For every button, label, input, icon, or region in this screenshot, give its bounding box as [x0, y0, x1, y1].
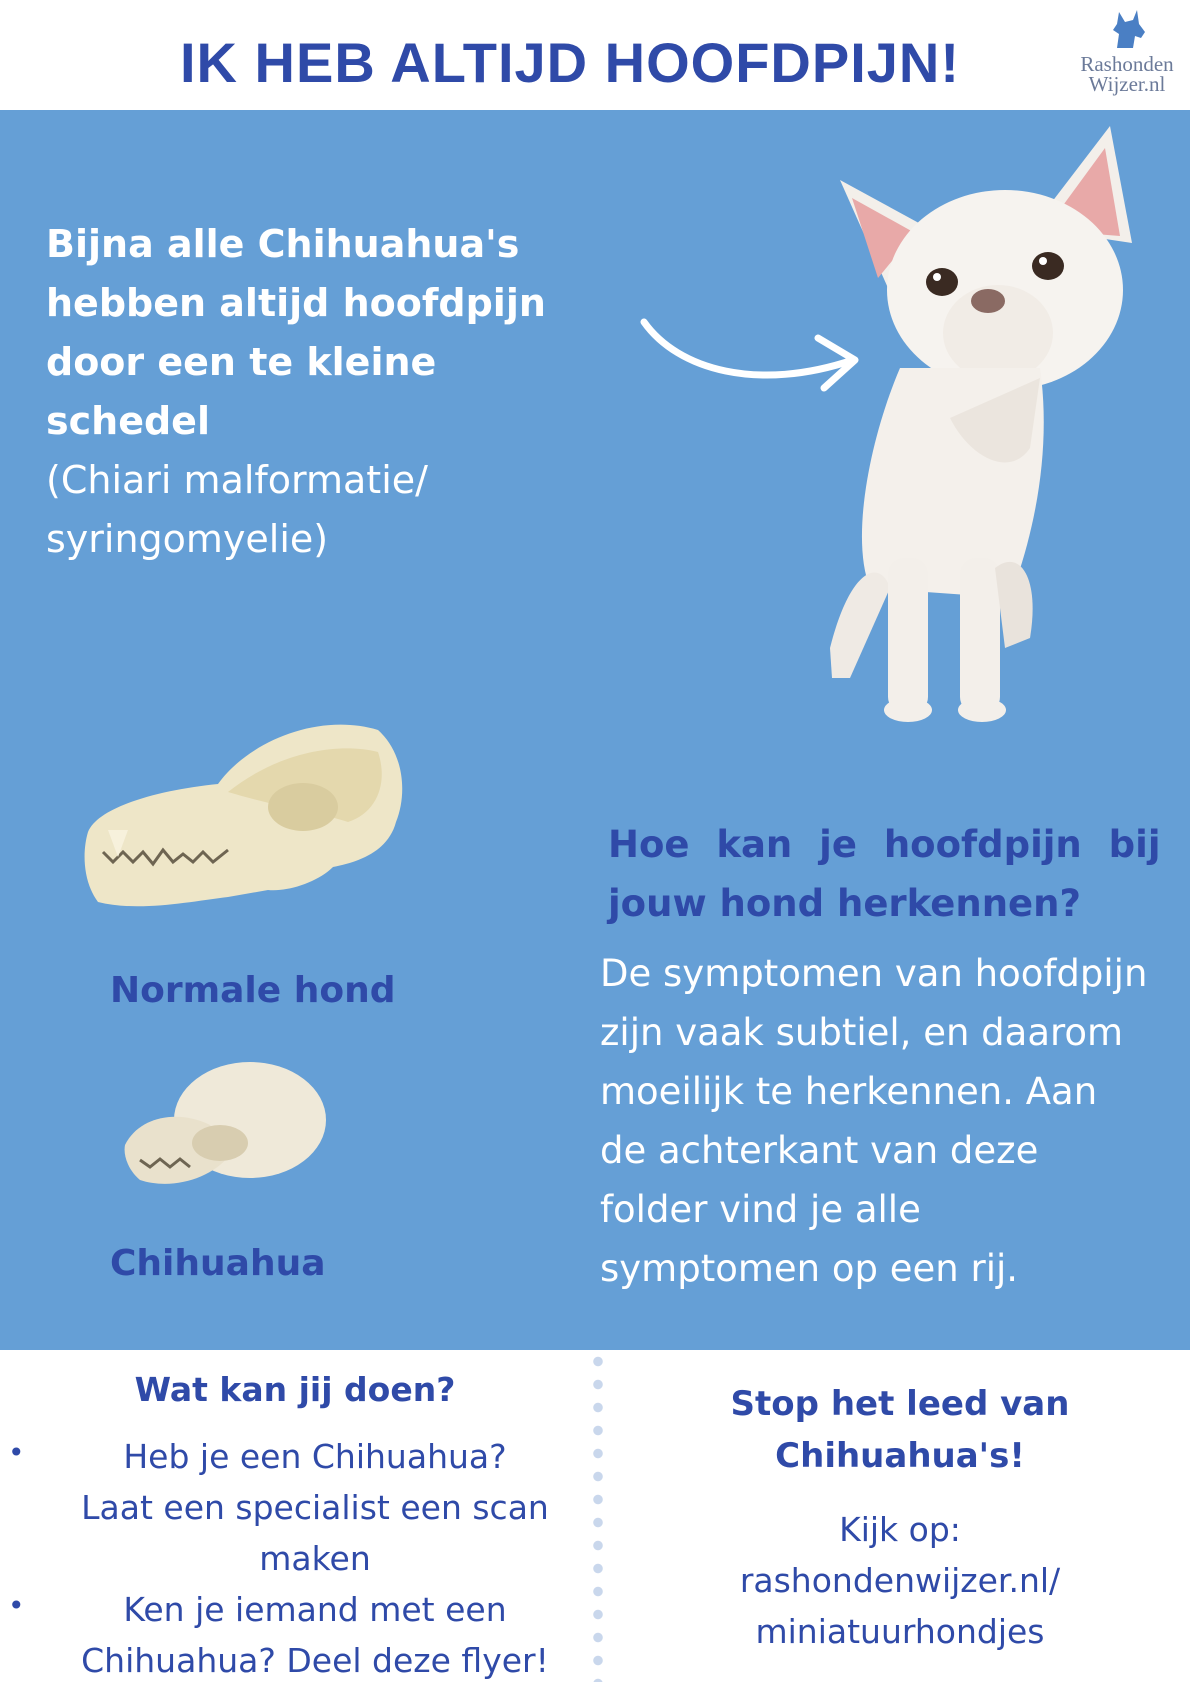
- chihuahua-photo: [810, 118, 1150, 758]
- action-item: [60, 1431, 570, 1584]
- intro-bold-line: Bijna alle Chihuahua's: [46, 222, 520, 266]
- action-item-line: Heb je een Chihuahua?: [123, 1437, 507, 1476]
- question-body-line: zijn vaak subtiel, en daarom: [600, 1011, 1124, 1054]
- intro-bold-line: door een te kleine schedel: [46, 340, 437, 443]
- action-item: [60, 1584, 570, 1686]
- dog-head-icon: [1107, 8, 1147, 52]
- question-body-line: De symptomen van hoofdpijn: [600, 952, 1148, 995]
- chihuahua-label: Chihuahua: [110, 1243, 326, 1284]
- chihuahua-skull-image: [120, 1055, 330, 1205]
- question-body-line: folder vind je alle: [600, 1188, 921, 1231]
- website-link[interactable]: miniatuurhondjes: [755, 1612, 1045, 1651]
- cta-title: [610, 1378, 1190, 1482]
- action-item-line: Ken je iemand met een: [123, 1590, 507, 1629]
- actions-section: [0, 1370, 590, 1409]
- logo-line-2: Wijzer.nl: [1088, 72, 1166, 96]
- question-heading-line: jouw hond herkennen?: [608, 882, 1081, 925]
- question-body-line: moeilijk te herkennen. Aan: [600, 1070, 1098, 1113]
- intro-text: [46, 215, 606, 569]
- bullet-icon: •: [8, 1436, 25, 1469]
- dotted-divider: [592, 1350, 604, 1682]
- intro-line: syringomyelie): [46, 517, 329, 561]
- question-heading: [608, 815, 1164, 933]
- logo-line-1: Rashonden: [1080, 52, 1174, 76]
- intro-line: (Chiari malformatie/: [46, 458, 428, 502]
- bullet-icon: •: [8, 1589, 25, 1622]
- actions-title: Wat kan jij doen?: [134, 1370, 456, 1409]
- question-body-line: de achterkant van deze: [600, 1129, 1039, 1172]
- cta-title-line: Chihuahua's!: [775, 1436, 1025, 1476]
- action-item-line: maken: [259, 1539, 371, 1578]
- cta-text-line: Kijk op:: [839, 1510, 961, 1549]
- logo: [1072, 8, 1182, 94]
- cta-title-line: Stop het leed van: [730, 1384, 1070, 1424]
- normal-dog-skull-image: [78, 712, 408, 932]
- action-item-line: Chihuahua? Deel deze flyer!: [81, 1641, 549, 1680]
- question-body: [600, 944, 1175, 1298]
- question-body-line: symptomen op een rij.: [600, 1247, 1019, 1290]
- page-title: IK HEB ALTIJD HOOFDPIJN!: [179, 31, 961, 94]
- action-item-line: Laat een specialist een scan: [81, 1488, 549, 1527]
- intro-bold-line: hebben altijd hoofdpijn: [46, 281, 546, 325]
- cta-section: [610, 1378, 1190, 1657]
- question-heading-line: Hoe kan je hoofdpijn bij: [608, 823, 1161, 866]
- cta-text: [610, 1504, 1190, 1657]
- website-link[interactable]: rashondenwijzer.nl/: [739, 1561, 1061, 1600]
- header: [0, 0, 1190, 110]
- normal-dog-label: Normale hond: [110, 970, 396, 1011]
